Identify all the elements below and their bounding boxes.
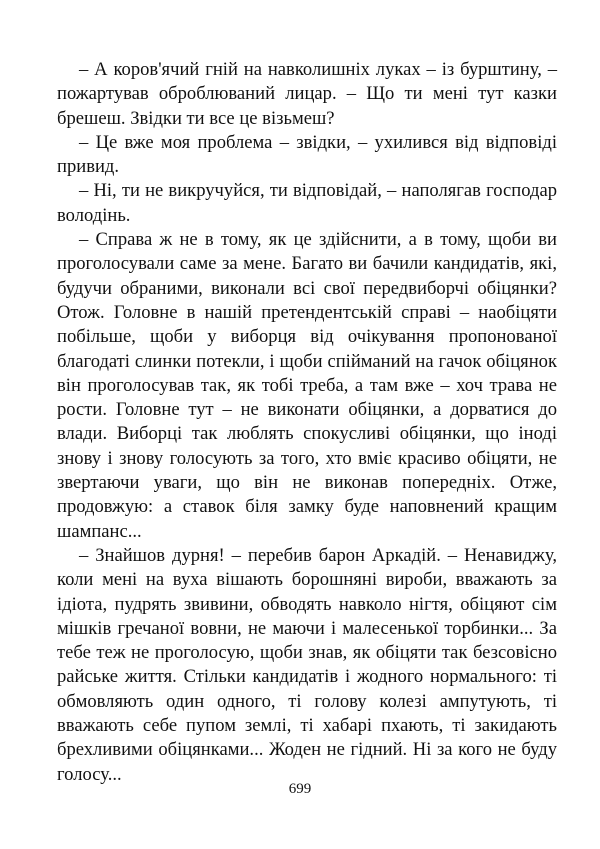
paragraph: – Ні, ти не викручуйся, ти відповідай, – наполягав господар володінь. [57,180,557,226]
paragraph: – Це вже моя проблема – звідки, – ухилився від відповіді привид. [57,131,557,178]
paragraph: – Справа ж не в тому, як це здійснити, а в тому, щоби ви проголосували саме за мене. Багато ви бачили кандидатів, які, будучи обраними, виконали всі свої передвиборчі обіцянки? Отож. Головне в нашій претендентській справі – наобіцяти побільше, щоби у виборця від очікування пропонованої благодаті слинки потекли, і щоби спійманий на гачок обіцянок він проголосував так, як тобі треба, а там вже – хоч трава не рости. Головне тут – не виконати обіцянки, а дорватися до влади. Виборці так люблять спокусливі обіцянки, що іноді знову і знову голосують за того, хто вміє красиво обіцяти, не звертаючи уваги, що він не виконав попередніх. Отже, продовжую: а ставок біля замку буде наповнений кращим шампанс... [57,229,557,542]
page-number: 699 [288,781,312,797]
paragraph: – Знайшов дурня! – перебив барон Аркадій. – Ненавиджу, коли мені на вуха вішають борошняні вироби, вважають за ідіота, пудрять звивини, обводять навколо нігтя, обіцяют сім мішків гречаної вовни, не маючи і малесенької торбинки... За тебе теж не проголосую, щоби знав, як обіцяти так безсовісно райське життя. Стільки кандидатів і жодного нормального: ті обмовляють один одного, ті голову колезі ампутують, ті вважають себе пупом землі, ті хабарі пхають, ті закидають брехливими обіцянками... Жоден не гідний. Ні за кого не буду голосу... [57,544,557,785]
page-body [57,58,557,787]
paragraph: – А коров'ячий гній на навколишніх луках – із бурштину, – пожартував оброблюваний лицар. – Що ти мені тут казки брешеш. Звідки ти все це візьмеш? [57,59,557,129]
